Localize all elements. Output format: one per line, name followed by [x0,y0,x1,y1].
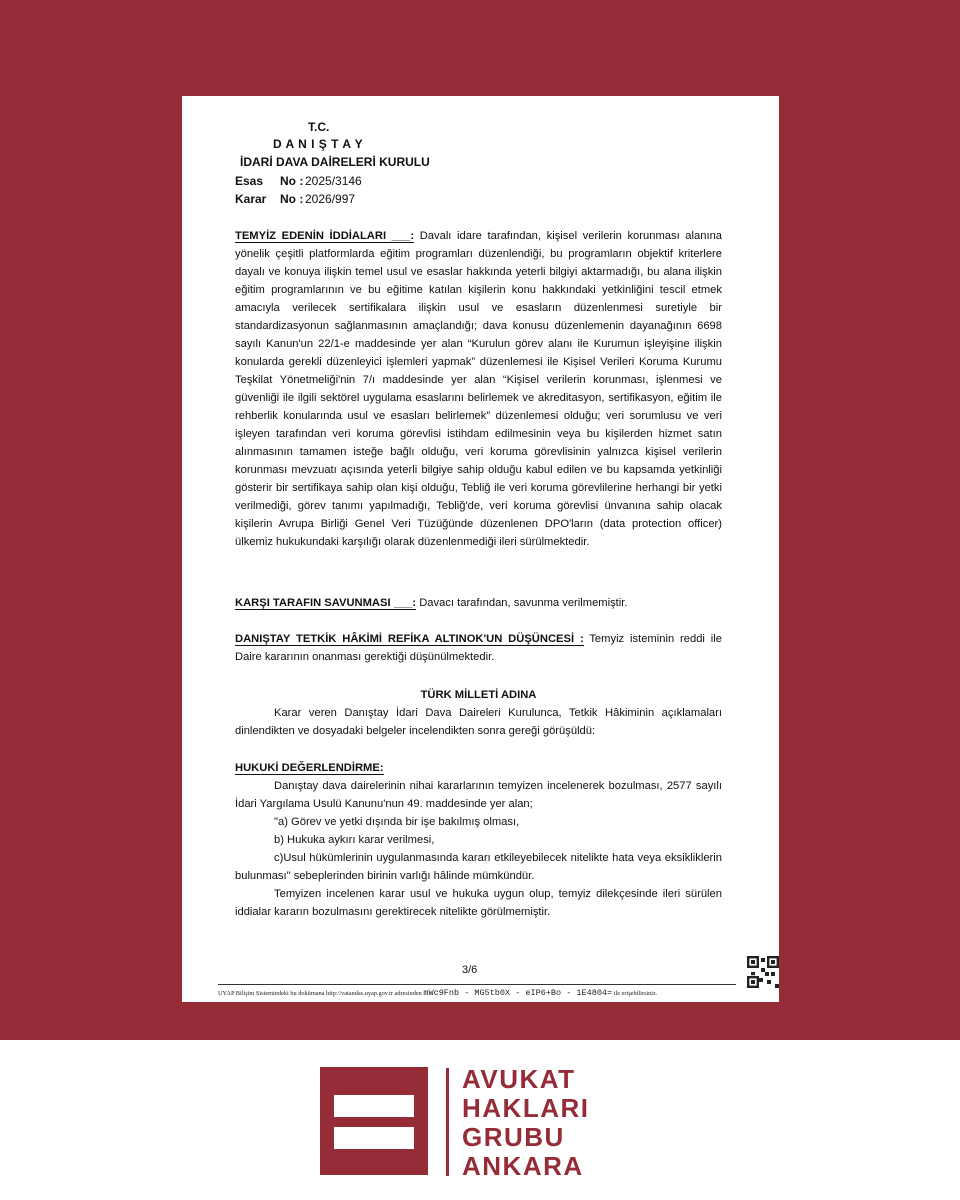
hukuki-heading: HUKUKİ DEĞERLENDİRME: [235,762,384,774]
logo-line-3: GRUBU [462,1122,565,1152]
footer-suffix: ile erişebilirsiniz. [613,990,658,997]
hukuki-item-b: b) Hukuka aykırı karar verilmesi, [274,834,435,846]
page-number: 3/6 [462,964,478,976]
millet-heading: TÜRK MİLLETİ ADINA [420,689,537,701]
footer-code: mWc9Fnb - MG5tb0X - eIP6+Bo - 1E4804= [423,988,613,998]
savunma-body: Davacı tarafından, savunma verilmemiştir. [419,597,628,609]
temyiz-body: Davalı idare tarafından, kişisel verilerin korunması alanına yönelik çeşitli platformlarda eğitim programları düzenlendiği, bu programların objektif kriterlere dayalı ve konuya ilişkin temel usul ve esaslar hakkında yeterli bilgiyi aktarmadığı, bu alana ilişkin eğitim programlarının ve bu eğitime katılan kişilerin konu hakkındaki yetkinliğini tescil etmek amacıyla verilecek sertifikalara ilişkin usul ve esasların düzenlenmesi suretiyle bir standardizasyonun sağlanmasının amaçlandığı; dava konusu düzenlemenin dayanağının 6698 sayılı Kanun'un 22/1-e maddesinde yer alan “Kurulun görev alanı ile Kurumun işleyişine ilişkin konularda gerekli düzenleyici işlemleri yapmak” düzenlemesi ile Kişisel Verileri Koruma Kurumu Teşkilat Yönetmeliği'nin 7/ı maddesinde yer alan “Kişisel verilerin korunması, işlenmesi ve güvenliği ile ilgili sektörel uygulama esaslarını belirlemek ve akreditasyon, sertifikasyon, eğitim ile rehberlik konularında usul ve esasları belirlemek” düzenlemesi olduğu; veri sorumlusu ve veri işleyen tarafından veri koruma görevlisi istihdam edilmesinin veya bu kişilerden hizmet satın alınmasının tamamen isteğe bağlı olduğu, veri koruma görevlisinin yalnızca kişisel verilerin korunması mevzuatı açısında yeterli bilgiye sahip olduğu kabul edilen ve bu kapsamda yetkinliği gösterir bir sertifikaya sahip olan kişi olduğu, Tebliğ ile veri koruma görevlilerine herhangi bir yetki verilmediği, görev tanımı yapılmadığı, Tebliğ'de, veri koruma görevlisi ünvanına sahip olacak kişilerin Avrupa Birliği Genel Veri Tüzüğünde düzenlenen DPO'ların (data protection officer) ülkemiz hukukundaki karşılığı olarak düzenlenmediği ileri sürülmektedir. [235,230,723,548]
equals-logo-icon [320,1067,428,1175]
hukuki-section [235,759,722,921]
millet-section [235,704,722,740]
qr-code-icon [747,956,779,988]
hukuki-paragraph-1: Danıştay dava dairelerinin nihai kararlarının temyizen incelenerek bozulması, 2577 sayılı İdari Yargılama Usulü Kanunu'nun 49. maddesinde yer alan; [235,780,722,810]
header-board: İDARİ DAVA DAİRELERİ KURULU [240,155,430,169]
millet-body: Karar veren Danıştay İdari Dava Daireleri Kurulunca, Tetkik Hâkiminin açıklamaları dinlendikten ve dosyadaki belgeler incelendikten sonra gereği görüşüldü: [235,707,722,737]
esas-value: 2025/3146 [305,174,362,188]
hukuki-item-c: c)Usul hükümlerinin uygulanmasında kararı etkileyebilecek nitelikte hata veya eksikliklerin bulunması" sebeplerinden birinin varlığı hâlinde mümkündür. [235,852,722,882]
logo-line-2: HAKLARI [462,1093,590,1123]
court-decision-page [182,96,779,1002]
hukuki-item-a: "a) Görev ve yetki dışında bir işe bakılmış olması, [274,816,520,828]
dusunce-heading: DANIŞTAY TETKİK HÂKİMİ REFİKA ALTINOK'UN DÜŞÜNCESİ : [235,633,584,645]
esas-line [235,174,362,188]
header-tc: T.C. [308,120,330,134]
esas-label: Esas [235,174,264,188]
karar-label: Karar [235,192,267,206]
dusunce-body: Temyiz isteminin reddi ile Daire kararının onanması gerektiği düşünülmektedir. [235,633,722,663]
karar-no-label: No : [280,192,304,206]
savunma-section [235,594,722,612]
hukuki-paragraph-2: Temyizen incelenen karar usul ve hukuka uygun olup, temyiz dilekçesinde ileri sürülen iddialar kararın bozulmasını gerektirecek nitelikte görülmemiştir. [235,888,722,918]
logo-divider [446,1068,449,1176]
temyiz-heading: TEMYİZ EDENİN İDDİALARI ___: [235,230,415,242]
karar-value: 2026/997 [305,192,356,206]
uyap-footer [218,988,778,998]
esas-no-label: No : [280,174,304,188]
logo-line-1: AVUKAT [462,1064,576,1094]
karar-line [235,192,355,206]
dusunce-section [235,630,722,666]
logo-line-4: ANKARA [462,1151,584,1181]
savunma-heading: KARŞI TARAFIN SAVUNMASI ___: [235,597,417,609]
temyiz-section [235,227,722,551]
footer-prefix: UYAP Bilişim Sistemindeki bu dokümana http://vatandas.uyap.gov.tr adresinden [218,990,422,997]
header-court: D A N I Ş T A Y [273,137,364,151]
footer-divider [218,984,736,985]
